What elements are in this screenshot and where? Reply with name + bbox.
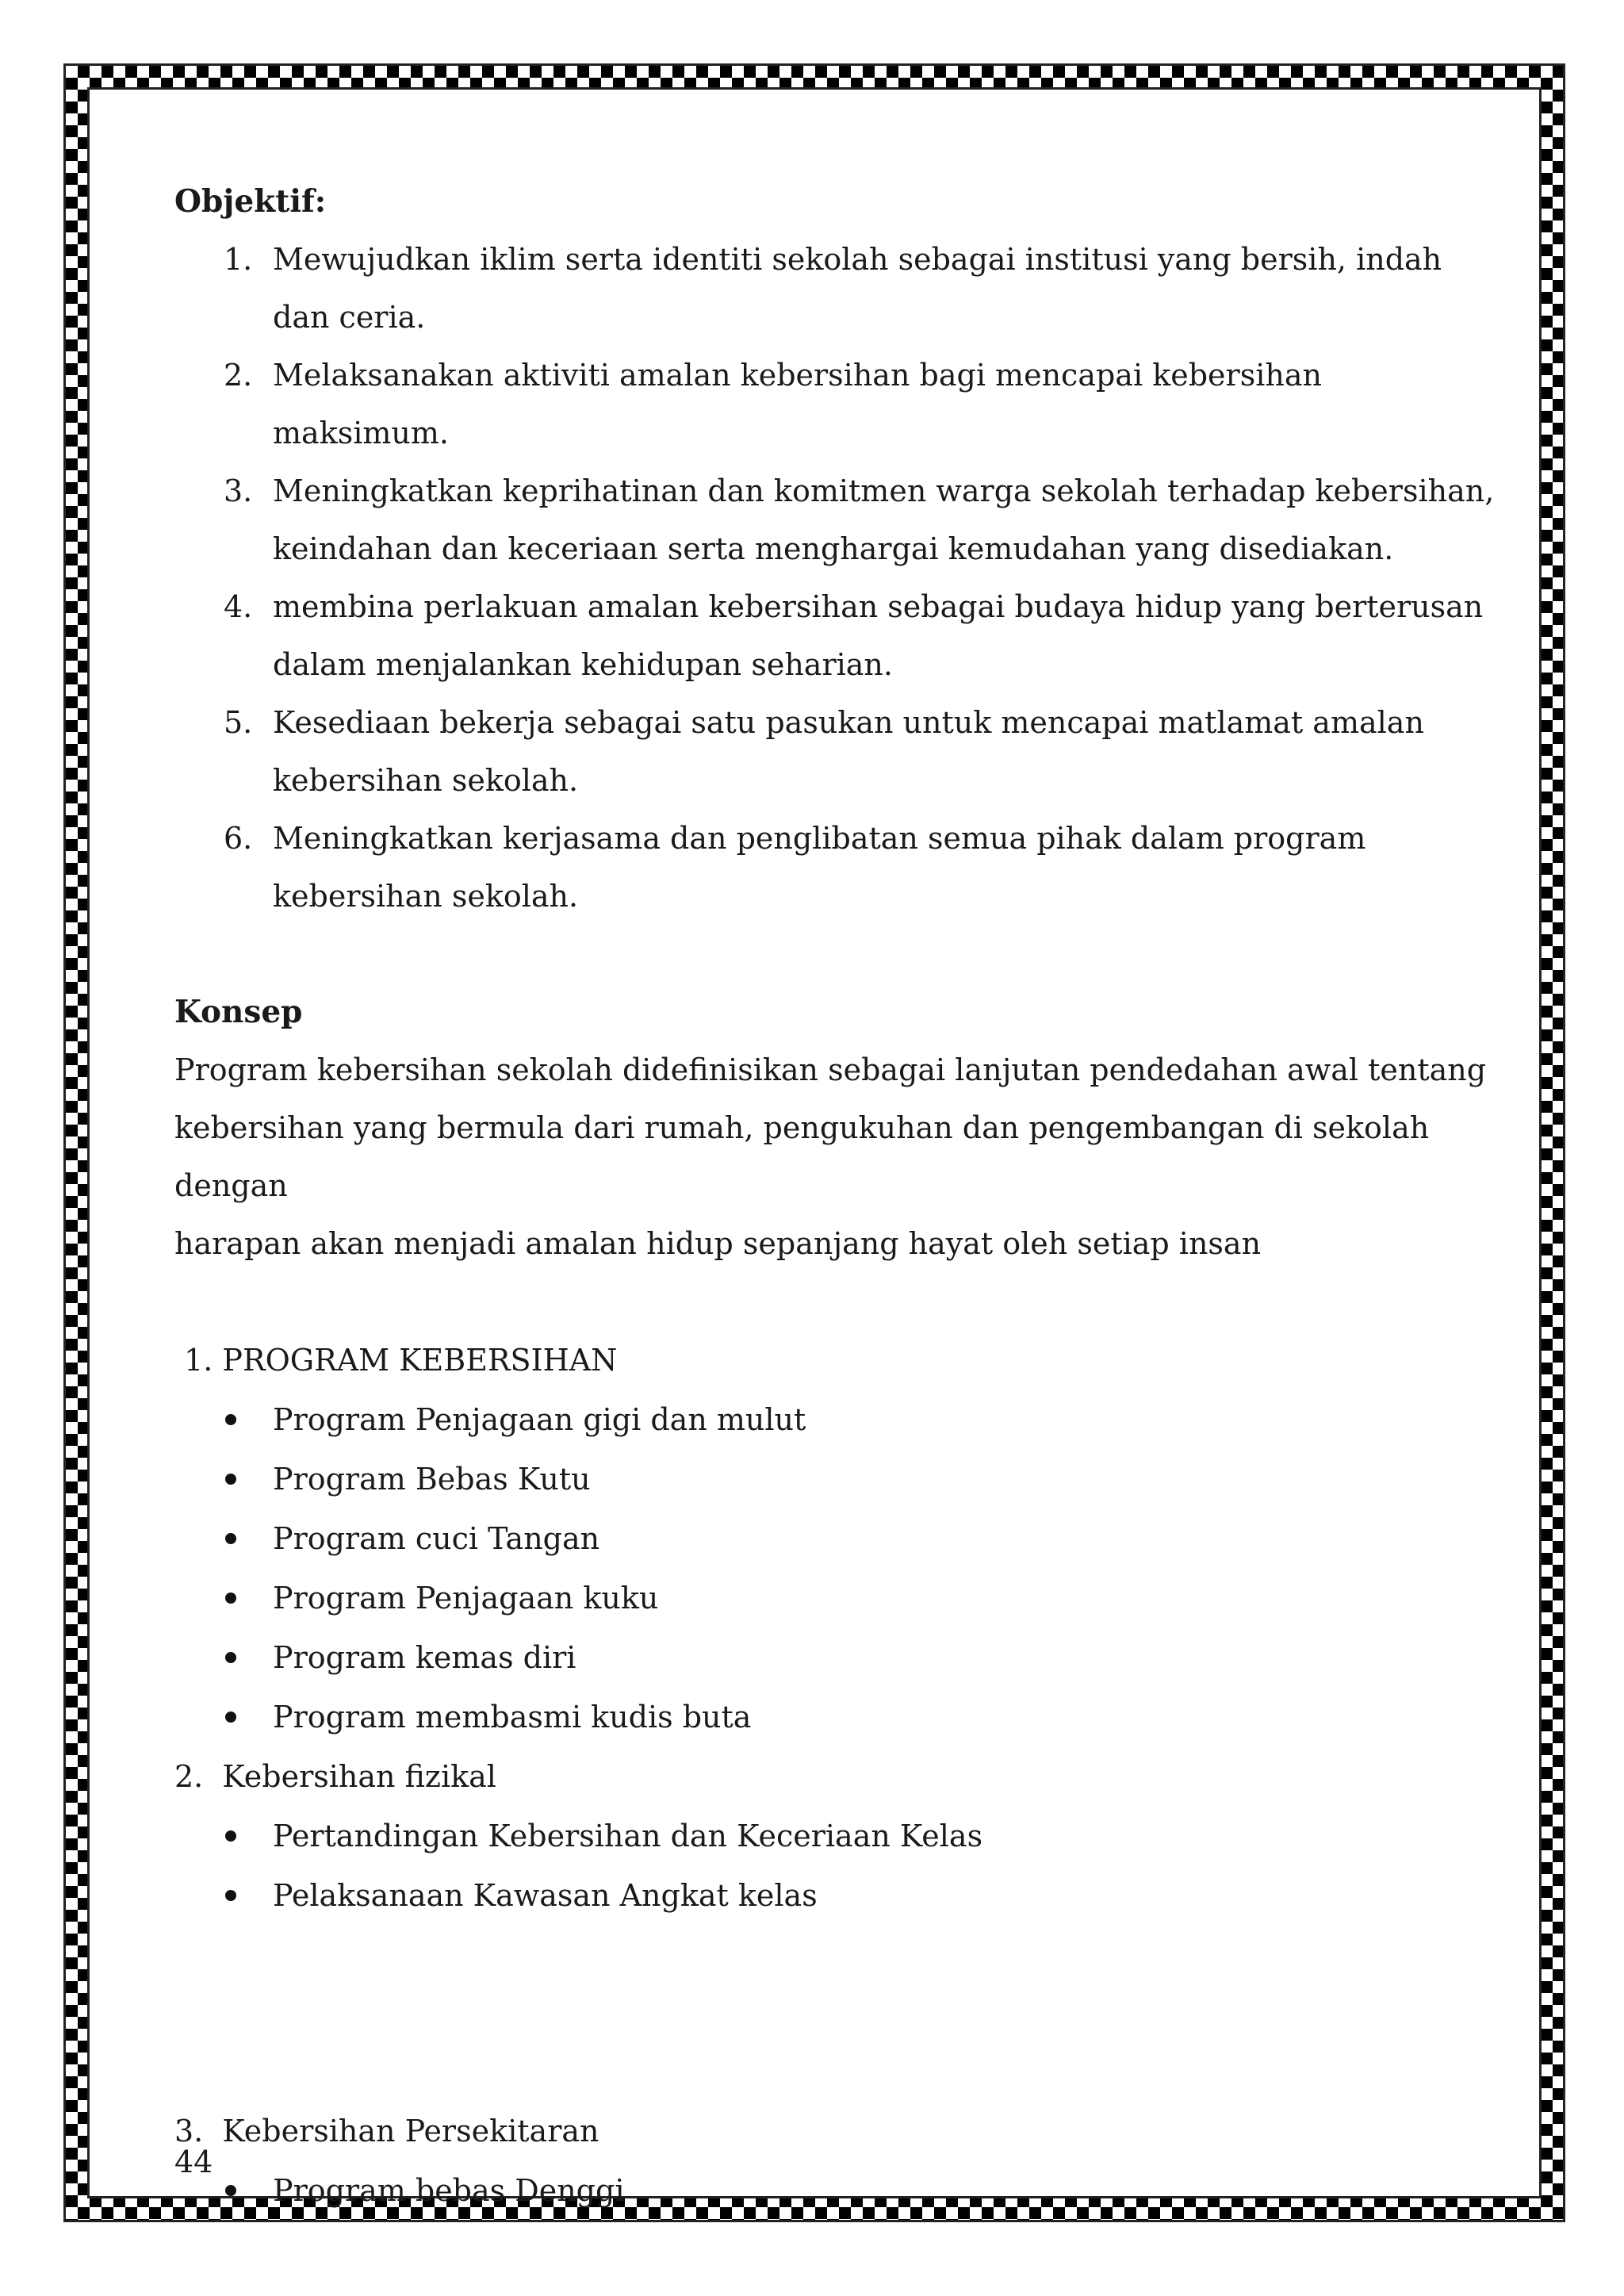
item-text: Meningkatkan kerjasama dan penglibatan semua pihak dalam program kebersihan sekolah. xyxy=(273,821,1366,914)
item-text: membina perlakuan amalan kebersihan sebagai budaya hidup yang berterusan dalam menjalankan kehidupan seharian. xyxy=(273,589,1484,682)
list-item xyxy=(174,347,1507,462)
item-number: 1. xyxy=(224,242,253,277)
section-title-kebersihan-persekitaran: 3. Kebersihan Persekitaran xyxy=(174,2114,599,2148)
list-item xyxy=(174,694,1507,810)
bullet-icon xyxy=(225,1652,236,1663)
list-item xyxy=(174,1569,1507,1628)
page-number: 44 xyxy=(174,2145,213,2179)
bullet-text: Program bebas Denggi xyxy=(273,2173,625,2208)
item-number: 3. xyxy=(224,473,253,508)
kebersihan-fizikal-list xyxy=(174,1807,1507,1926)
bullet-text: Program cuci Tangan xyxy=(273,1521,600,1556)
list-item xyxy=(174,1866,1507,1926)
bullet-text: Program membasmi kudis buta xyxy=(273,1700,752,1734)
list-item xyxy=(174,231,1507,347)
item-number: 4. xyxy=(224,589,253,624)
list-item xyxy=(174,1807,1507,1866)
section-title-program-kebersihan: 1. PROGRAM KEBERSIHAN xyxy=(174,1343,618,1378)
objektif-heading: Objektif: xyxy=(174,183,327,220)
item-text: Kesediaan bekerja sebagai satu pasukan untuk mencapai matlamat amalan kebersihan sekolah. xyxy=(273,705,1424,798)
bullet-text: Program Bebas Kutu xyxy=(273,1462,591,1497)
list-item xyxy=(174,1688,1507,1747)
list-item xyxy=(174,462,1507,578)
bullet-icon xyxy=(225,2185,236,2196)
bullet-icon xyxy=(225,1890,236,1901)
bullet-icon xyxy=(225,1593,236,1604)
item-text: Mewujudkan iklim serta identiti sekolah sebagai institusi yang bersih, indah dan ceria. xyxy=(273,242,1442,335)
list-item xyxy=(174,2161,1507,2221)
konsep-line: Program kebersihan sekolah didefinisikan sebagai lanjutan pendedahan awal tentang xyxy=(174,1052,1487,1087)
konsep-line: harapan akan menjadi amalan hidup sepanjang hayat oleh setiap insan xyxy=(174,1226,1262,1261)
bullet-icon xyxy=(225,1474,236,1485)
bullet-icon xyxy=(225,1830,236,1842)
item-text: Meningkatkan keprihatinan dan komitmen warga sekolah terhadap kebersihan, keindahan dan keceriaan serta menghargai kemudahan yang disediakan. xyxy=(273,473,1495,566)
item-number: 5. xyxy=(224,705,253,740)
bullet-icon xyxy=(225,1711,236,1723)
bullet-icon xyxy=(225,1533,236,1544)
list-item xyxy=(174,1509,1507,1569)
list-item xyxy=(174,810,1507,926)
item-text: Melaksanakan aktiviti amalan kebersihan bagi mencapai kebersihan maksimum. xyxy=(273,358,1322,450)
section-title-kebersihan-fizikal: 2. Kebersihan fizikal xyxy=(174,1759,496,1794)
objektif-list xyxy=(174,231,1507,926)
item-number: 6. xyxy=(224,821,253,856)
bullet-text: Pertandingan Kebersihan dan Keceriaan Kelas xyxy=(273,1819,983,1853)
bullet-icon xyxy=(225,1414,236,1425)
kebersihan-persekitaran-list xyxy=(174,2161,1507,2221)
bullet-text: Program kemas diri xyxy=(273,1640,576,1675)
konsep-line: kebersihan yang bermula dari rumah, pengukuhan dan pengembangan di sekolah dengan xyxy=(174,1110,1430,1203)
bullet-text: Pelaksanaan Kawasan Angkat kelas xyxy=(273,1878,818,1913)
bullet-text: Program Penjagaan gigi dan mulut xyxy=(273,1402,806,1437)
program-kebersihan-list xyxy=(174,1390,1507,1747)
list-item xyxy=(174,1450,1507,1509)
konsep-heading: Konsep xyxy=(174,994,303,1030)
list-item xyxy=(174,1628,1507,1688)
bullet-text: Program Penjagaan kuku xyxy=(273,1581,659,1616)
page-content xyxy=(174,173,1507,2221)
list-item xyxy=(174,1390,1507,1450)
list-item xyxy=(174,578,1507,694)
item-number: 2. xyxy=(224,358,253,393)
